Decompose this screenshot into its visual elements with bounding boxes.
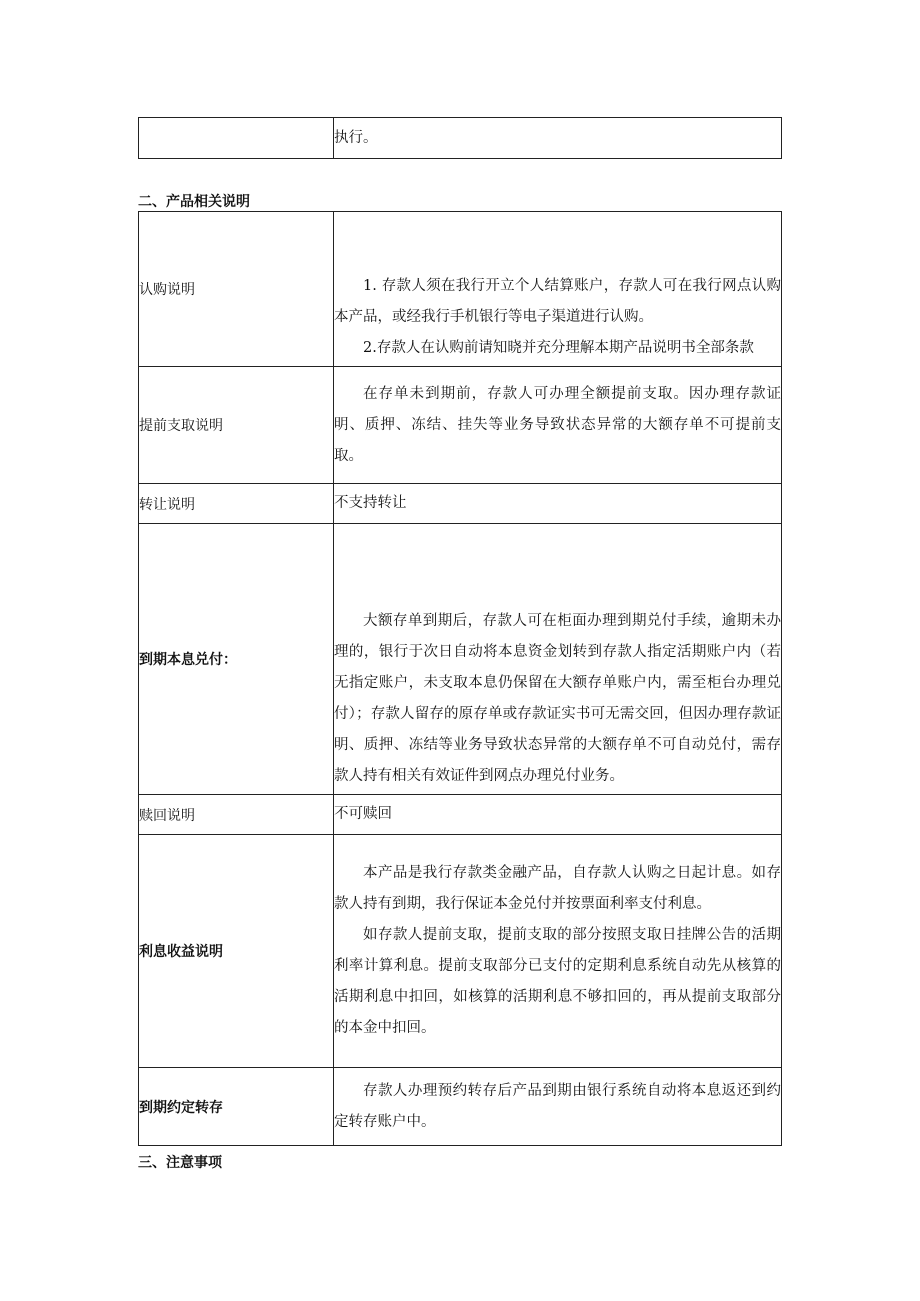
row-label-maturity-payment: 到期本息兑付： [139, 524, 334, 795]
row-label-interest: 利息收益说明 [139, 835, 334, 1068]
product-notes-table [138, 211, 782, 1146]
section-heading-product-notes: 二、产品相关说明 [138, 194, 250, 210]
empty-label-cell [139, 118, 334, 159]
table-row [139, 212, 782, 367]
row-content-subscribe [334, 212, 782, 367]
row-label-early-withdrawal: 提前支取说明 [139, 367, 334, 484]
row-content-maturity-payment [334, 524, 782, 795]
cell-text: 执行。 [334, 129, 378, 146]
paragraph: 大额存单到期后，存款人可在柜面办理到期兑付手续，逾期未办理的，银行于次日自动将本息资金划转到存款人指定活期账户内（若无指定账户，未支取本息仍保留在大额存单账户内，需至柜台办理兑付）；存款人留存的原存单或存款证实书可无需交回，但因办理存款证明、质押、冻结等业务导致状态异常的大额存单不可自动兑付，需存款人持有相关有效证件到网点办理兑付业务。 [334, 613, 781, 784]
paragraph: 不可赎回 [334, 806, 392, 822]
row-label-transfer: 转让说明 [139, 484, 334, 524]
table-row [139, 1068, 782, 1146]
row-content-interest [334, 835, 782, 1068]
paragraph: 2.存款人在认购前请知晓并充分理解本期产品说明书全部条款 [363, 340, 754, 356]
row-content-transfer [334, 484, 782, 524]
paragraph: 如存款人提前支取，提前支取的部分按照支取日挂牌公告的活期利率计算利息。提前支取部分已支付的定期利息系统自动先从核算的活期利息中扣回，如核算的活期利息不够扣回的，再从提前支取部分的本金中扣回。 [334, 927, 781, 1036]
table-row [139, 835, 782, 1068]
row-content-auto-rollover [334, 1068, 782, 1146]
content-cell [334, 118, 782, 159]
row-content-early-withdrawal [334, 367, 782, 484]
table-row [139, 484, 782, 524]
table-row [139, 524, 782, 795]
paragraph: 1. 存款人须在我行开立个人结算账户，存款人可在我行网点认购本产品，或经我行手机银行等电子渠道进行认购。 [334, 278, 781, 325]
table-row [139, 367, 782, 484]
row-label-subscribe: 认购说明 [139, 212, 334, 367]
top-table [138, 117, 782, 159]
paragraph: 存款人办理预约转存后产品到期由银行系统自动将本息返还到约定转存账户中。 [334, 1082, 781, 1130]
row-content-redemption [334, 795, 782, 835]
table-row [139, 118, 782, 159]
paragraph: 在存单未到期前，存款人可办理全额提前支取。因办理存款证明、质押、冻结、挂失等业务导致状态异常的大额存单不可提前支取。 [334, 385, 781, 464]
paragraph: 本产品是我行存款类金融产品，自存款人认购之日起计息。如存款人持有到期，我行保证本金兑付并按票面利率支付利息。 [334, 865, 781, 912]
row-label-redemption: 赎回说明 [139, 795, 334, 835]
section-heading-notes: 三、注意事项 [138, 1155, 222, 1171]
table-row [139, 795, 782, 835]
row-label-auto-rollover: 到期约定转存 [139, 1068, 334, 1146]
paragraph: 不支持转让 [334, 495, 407, 511]
